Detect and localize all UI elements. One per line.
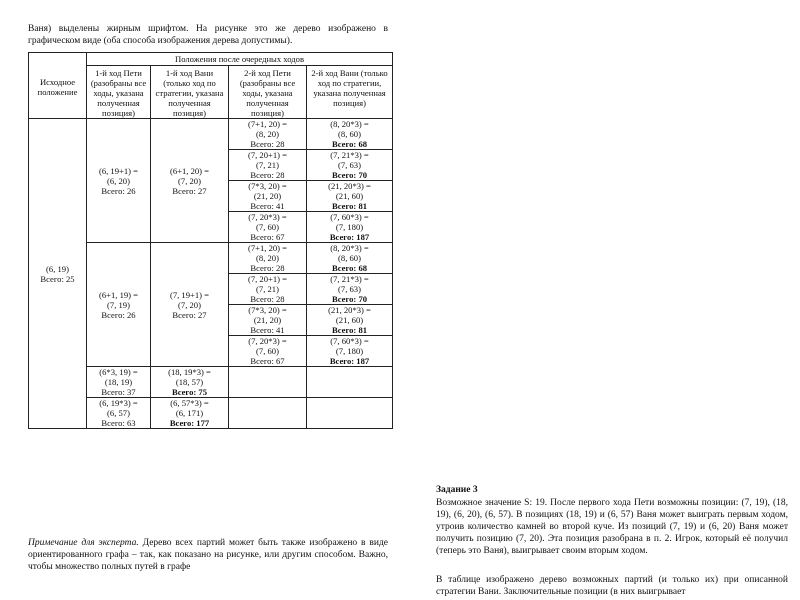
cell-line: (21, 20*3) = [328, 305, 371, 315]
cell-line: (7, 20+1) = [247, 150, 288, 160]
petya-move-2-cell [229, 336, 307, 367]
cell-line: (6, 19+1) = [98, 165, 139, 176]
empty-cell [307, 398, 393, 429]
cell-line: (7, 19+1) = [169, 289, 210, 300]
cell-line: Всего: 28 [250, 139, 285, 149]
cell-line: (6*3, 19) = [99, 367, 138, 377]
petya-move-1-cell [87, 243, 151, 367]
col-header-vanya-move-1: 1-й ход Вани (только ход по стратегии, указана полученная позиция) [151, 66, 229, 119]
cell-line: (7, 19) [107, 299, 130, 310]
intro-paragraph: Ваня) выделены жирным шрифтом. На рисунке это же дерево изображено в графическом виде (оба способа изображения дерева допустимы). [28, 24, 388, 46]
cell-line: (7, 60*3) = [330, 212, 369, 222]
cell-line: Всего: 68 [331, 139, 368, 149]
cell-line: (7, 20*3) = [248, 336, 287, 346]
empty-cell [307, 367, 393, 398]
col-header-vanya-move-2: 2-й ход Вани (только ход по стратегии, указана полученная позиция) [307, 66, 393, 119]
cell-line: (21, 20*3) = [328, 181, 371, 191]
task-3-title: Задание 3 [436, 485, 478, 495]
cell-line: Всего: 63 [101, 418, 136, 428]
vanya-move-2-cell [307, 150, 393, 181]
cell-line: (8, 60) [338, 253, 361, 263]
task-3-paragraph-2: В таблице изображено дерево возможных партий (и только их) при описанной стратегии Вани. Заключительные позиции (в них выигрывает [436, 575, 788, 597]
cell-line: (21, 60) [335, 315, 364, 325]
cell-line: (7, 180) [335, 346, 364, 356]
cell-line: (7, 20*3) = [248, 212, 287, 222]
cell-line: (18, 19*3) = [168, 367, 211, 377]
vanya-move-2-cell [307, 181, 393, 212]
cell-line: Всего: 75 [171, 387, 208, 397]
initial-position-cell [29, 119, 87, 429]
cell-line: Всего: 81 [331, 201, 368, 211]
petya-move-1-cell [87, 119, 151, 243]
cell-line: (21, 20) [253, 191, 282, 201]
cell-line: (7, 21) [256, 284, 279, 294]
cell-line: (7*3, 20) = [248, 305, 287, 315]
cell-line: (7, 20) [178, 299, 201, 310]
vanya-move-2-cell [307, 119, 393, 150]
cell-line: (6, 19*3) = [99, 398, 138, 408]
empty-cell [229, 367, 307, 398]
task-3-paragraph-1: Возможное значение S: 19. После первого хода Пети возможны позиции: (7, 19), (18, 19), (6, 20), (6, 57). В позициях (18, 19) и (6, 57) Ваня может выиграть первым ходом, утроив количество камней во второй куче. Из позиций (7, 19) и (6, 20) Ваня может получить позицию (7, 20). Эта позиция разобрана в п. 2. Игрок, который её получил (теперь это Ваня), выигрывает своим вторым ходом. [436, 498, 788, 556]
vanya-move-2-cell [307, 305, 393, 336]
vanya-move-1-cell [151, 367, 229, 398]
vanya-move-1-cell [151, 398, 229, 429]
positions-group-header: Положения после очередных ходов [87, 53, 393, 66]
cell-line: (6, 171) [175, 408, 204, 418]
cell-line: (7, 60) [256, 222, 279, 232]
cell-line: (8, 20) [256, 129, 279, 139]
cell-line: (7, 60*3) = [330, 336, 369, 346]
cell-line: Всего: 37 [101, 387, 136, 397]
cell-line: (7+1, 20) = [247, 119, 288, 129]
cell-line: (6, 57) [107, 408, 130, 418]
cell-line: Всего: 28 [250, 294, 285, 304]
expert-note [28, 537, 388, 573]
col-header-petya-move-2: 2-й ход Пети (разобраны все ходы, указана полученная позиция) [229, 66, 307, 119]
cell-line: Всего: 68 [331, 263, 368, 273]
cell-line: (7, 21*3) = [330, 150, 369, 160]
petya-move-2-cell [229, 274, 307, 305]
vanya-move-2-cell [307, 243, 393, 274]
vanya-move-1-cell [151, 119, 229, 243]
expert-note-lead: Примечание для эксперта. [28, 538, 139, 548]
cell-line: (7, 63) [338, 160, 361, 170]
vanya-move-2-cell [307, 212, 393, 243]
cell-line: (7, 21) [256, 160, 279, 170]
initial-position-header: Исходное положение [29, 53, 87, 119]
cell-line: (7, 180) [335, 222, 364, 232]
petya-move-2-cell [229, 212, 307, 243]
cell-line: Всего: 81 [331, 325, 368, 335]
cell-line: (18, 57) [175, 377, 204, 387]
cell-line: (8, 60) [338, 129, 361, 139]
cell-line: Всего: 26 [101, 309, 136, 320]
cell-line: (6+1, 20) = [169, 165, 210, 176]
cell-line: Всего: 67 [250, 356, 285, 366]
cell-line: Всего: 28 [250, 263, 285, 273]
cell-line: (21, 20) [253, 315, 282, 325]
cell-line: (7, 20) [178, 175, 201, 186]
cell-line: (6+1, 19) = [98, 289, 139, 300]
cell-line: Всего: 67 [250, 232, 285, 242]
empty-cell [229, 398, 307, 429]
cell-line: Всего: 70 [331, 170, 368, 180]
cell-line: (7*3, 20) = [248, 181, 287, 191]
cell-line: (7, 20+1) = [247, 274, 288, 284]
cell-line: (6, 57*3) = [170, 398, 209, 408]
cell-line: (8, 20*3) = [330, 243, 369, 253]
petya-move-2-cell [229, 305, 307, 336]
cell-line: (7+1, 20) = [247, 243, 288, 253]
petya-move-2-cell [229, 243, 307, 274]
cell-line: Всего: 27 [172, 309, 207, 320]
cell-line: Всего: 27 [172, 185, 207, 196]
cell-line: (18, 19) [104, 377, 133, 387]
expert-note-text: Дерево всех партий может быть также изображено в виде ориентированного графа – так, как показано на рисунке, или другим способом. Важно, чтобы множество полных путей в графе [28, 538, 388, 572]
petya-move-2-cell [229, 150, 307, 181]
initial-total: Всего: 25 [40, 273, 75, 284]
col-header-petya-move-1: 1-й ход Пети (разобраны все ходы, указана полученная позиция) [87, 66, 151, 119]
petya-move-1-cell [87, 398, 151, 429]
petya-move-1-cell [87, 367, 151, 398]
cell-line: (8, 20*3) = [330, 119, 369, 129]
cell-line: Всего: 28 [250, 170, 285, 180]
cell-line: Всего: 26 [101, 185, 136, 196]
cell-line: (8, 20) [256, 253, 279, 263]
cell-line: Всего: 177 [169, 418, 210, 428]
cell-line: Всего: 70 [331, 294, 368, 304]
petya-move-2-cell [229, 181, 307, 212]
cell-line: Всего: 41 [250, 201, 285, 211]
vanya-move-1-cell [151, 243, 229, 367]
vanya-move-2-cell [307, 274, 393, 305]
petya-move-2-cell [229, 119, 307, 150]
cell-line: Всего: 41 [250, 325, 285, 335]
cell-line: (6, 20) [107, 175, 130, 186]
cell-line: (7, 60) [256, 346, 279, 356]
initial-position: (6, 19) [46, 263, 69, 274]
cell-line: (7, 21*3) = [330, 274, 369, 284]
cell-line: Всего: 187 [329, 356, 370, 366]
cell-line: (7, 63) [338, 284, 361, 294]
cell-line: (21, 60) [335, 191, 364, 201]
vanya-move-2-cell [307, 336, 393, 367]
cell-line: Всего: 187 [329, 232, 370, 242]
game-tree-table [28, 52, 393, 429]
